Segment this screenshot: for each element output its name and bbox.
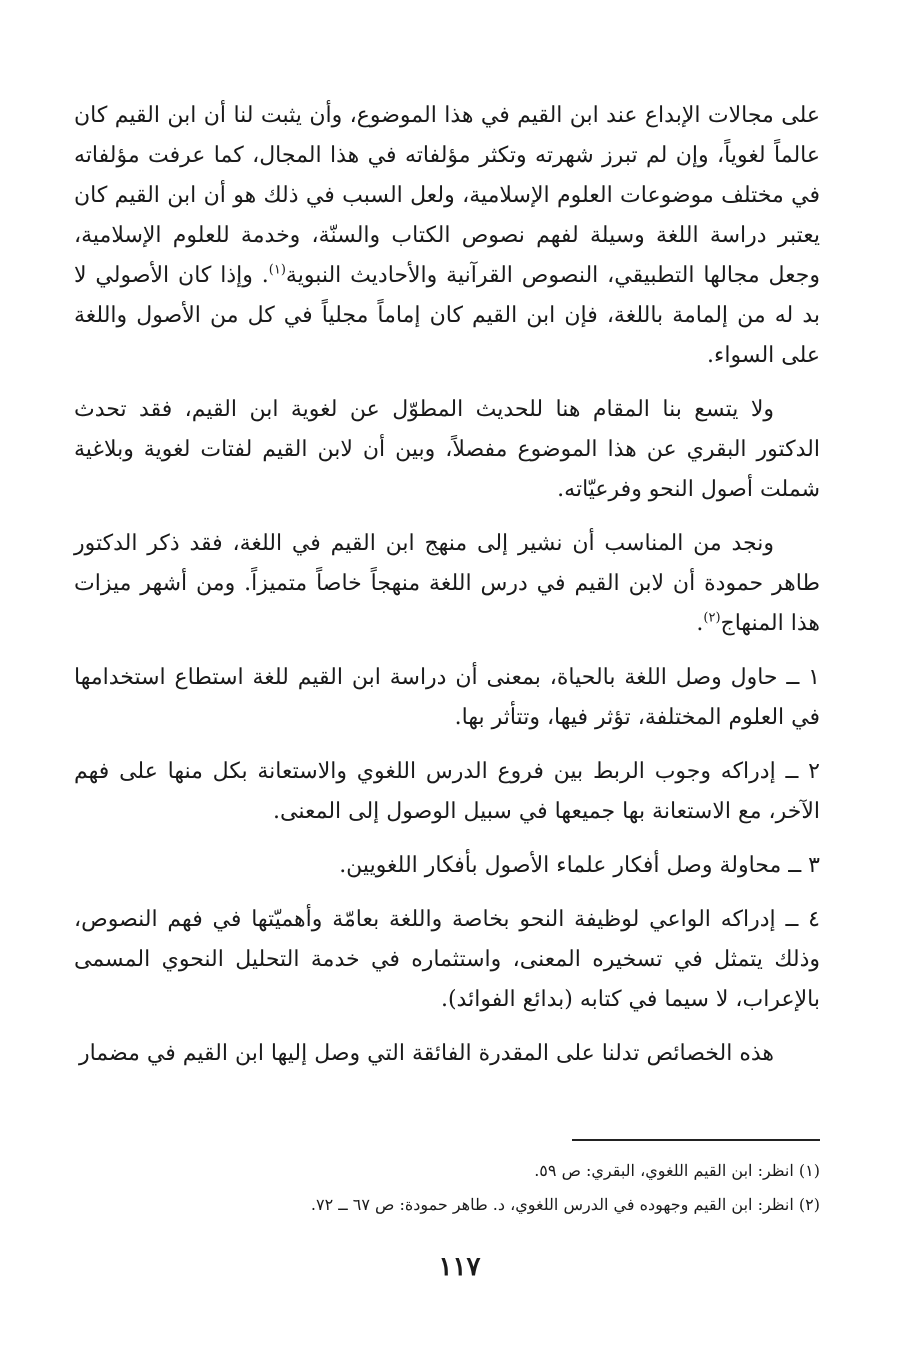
paragraph-1-text-a: على مجالات الإبداع عند ابن القيم في هذا الموضوع، وأن يثبت لنا أن ابن القيم كان عالماً لغوياً، وإن لم تبرز شهرته وتكثر مؤلفاته في هذا المجال، كما عرفت مؤلفاته في مختلف موضوعات العلوم الإسلامية، ولعل السبب في ذلك هو أن ابن القيم كان يعتبر دراسة اللغة وسيلة لفهم نصوص الكتاب والسنّة، وخدمة للعلوم الإسلامية، وجعل مجالها التطبيقي، النصوص القرآنية والأحاديث النبوية: [74, 103, 820, 288]
list-item-4: ٤ ــ إدراكه الواعي لوظيفة النحو بخاصة واللغة بعامّة وأهميّتها في فهم النصوص، وذلك يتمثل في تسخيره المعنى، واستثماره في خدمة التحليل النحوي المسمى بالإعراب، لا سيما في كتابه (بدائع الفوائد).: [74, 907, 820, 1012]
footnote-2: (٢) انظر: ابن القيم وجهوده في الدرس اللغوي، د. طاهر حمودة: ص ٦٧ ــ ٧٢.: [310, 1195, 820, 1214]
closing-paragraph: هذه الخصائص تدلنا على المقدرة الفائقة التي وصل إليها ابن القيم في مضمار: [78, 1041, 774, 1066]
footnotes: [74, 1154, 820, 1222]
paragraph-3-text-a: ونجد من المناسب أن نشير إلى منهج ابن القيم في اللغة، فقد ذكر الدكتور طاهر حمودة أن لابن القيم في درس اللغة منهجاً خاصاً متميزاً. ومن أشهر ميزات هذا المنهاج: [74, 531, 820, 636]
paragraph-3-text-b: .: [696, 611, 704, 636]
list-item-2: ٢ ــ إدراكه وجوب الربط بين فروع الدرس اللغوي والاستعانة بكل منها على فهم الآخر، مع الاستعانة بها جميعها في سبيل الوصول إلى المعنى.: [74, 759, 820, 824]
paragraph-1-text-b: . وإذا كان الأصولي لا بد له من إلمامة باللغة، فإن ابن القيم كان إماماً مجلياً في كل من الأصول واللغة على السواء.: [74, 263, 820, 368]
footnote-ref-2: (٢): [703, 610, 721, 626]
footnote-ref-1: (١): [268, 262, 286, 278]
paragraph-3: [74, 524, 820, 644]
paragraph-1: [74, 96, 820, 376]
list-item-3: ٣ ــ محاولة وصل أفكار علماء الأصول بأفكار اللغويين.: [339, 853, 820, 878]
footnote-divider: [572, 1139, 820, 1141]
main-text: [74, 96, 820, 1088]
footnote-1: (١) انظر: ابن القيم اللغوي، البقري: ص ٥٩.: [534, 1161, 820, 1180]
paragraph-2: ولا يتسع بنا المقام هنا للحديث المطوّل عن لغوية ابن القيم، فقد تحدث الدكتور البقري عن هذا الموضوع مفصلاً، وبين أن لابن القيم لفتات لغوية وبلاغية شملت أصول النحو وفرعيّاته.: [74, 397, 820, 502]
list-item-1: ١ ــ حاول وصل اللغة بالحياة، بمعنى أن دراسة ابن القيم للغة استطاع استخدامها في العلوم المختلفة، تؤثر فيها، وتتأثر بها.: [74, 665, 820, 730]
page-number: ١١٧: [438, 1252, 481, 1282]
